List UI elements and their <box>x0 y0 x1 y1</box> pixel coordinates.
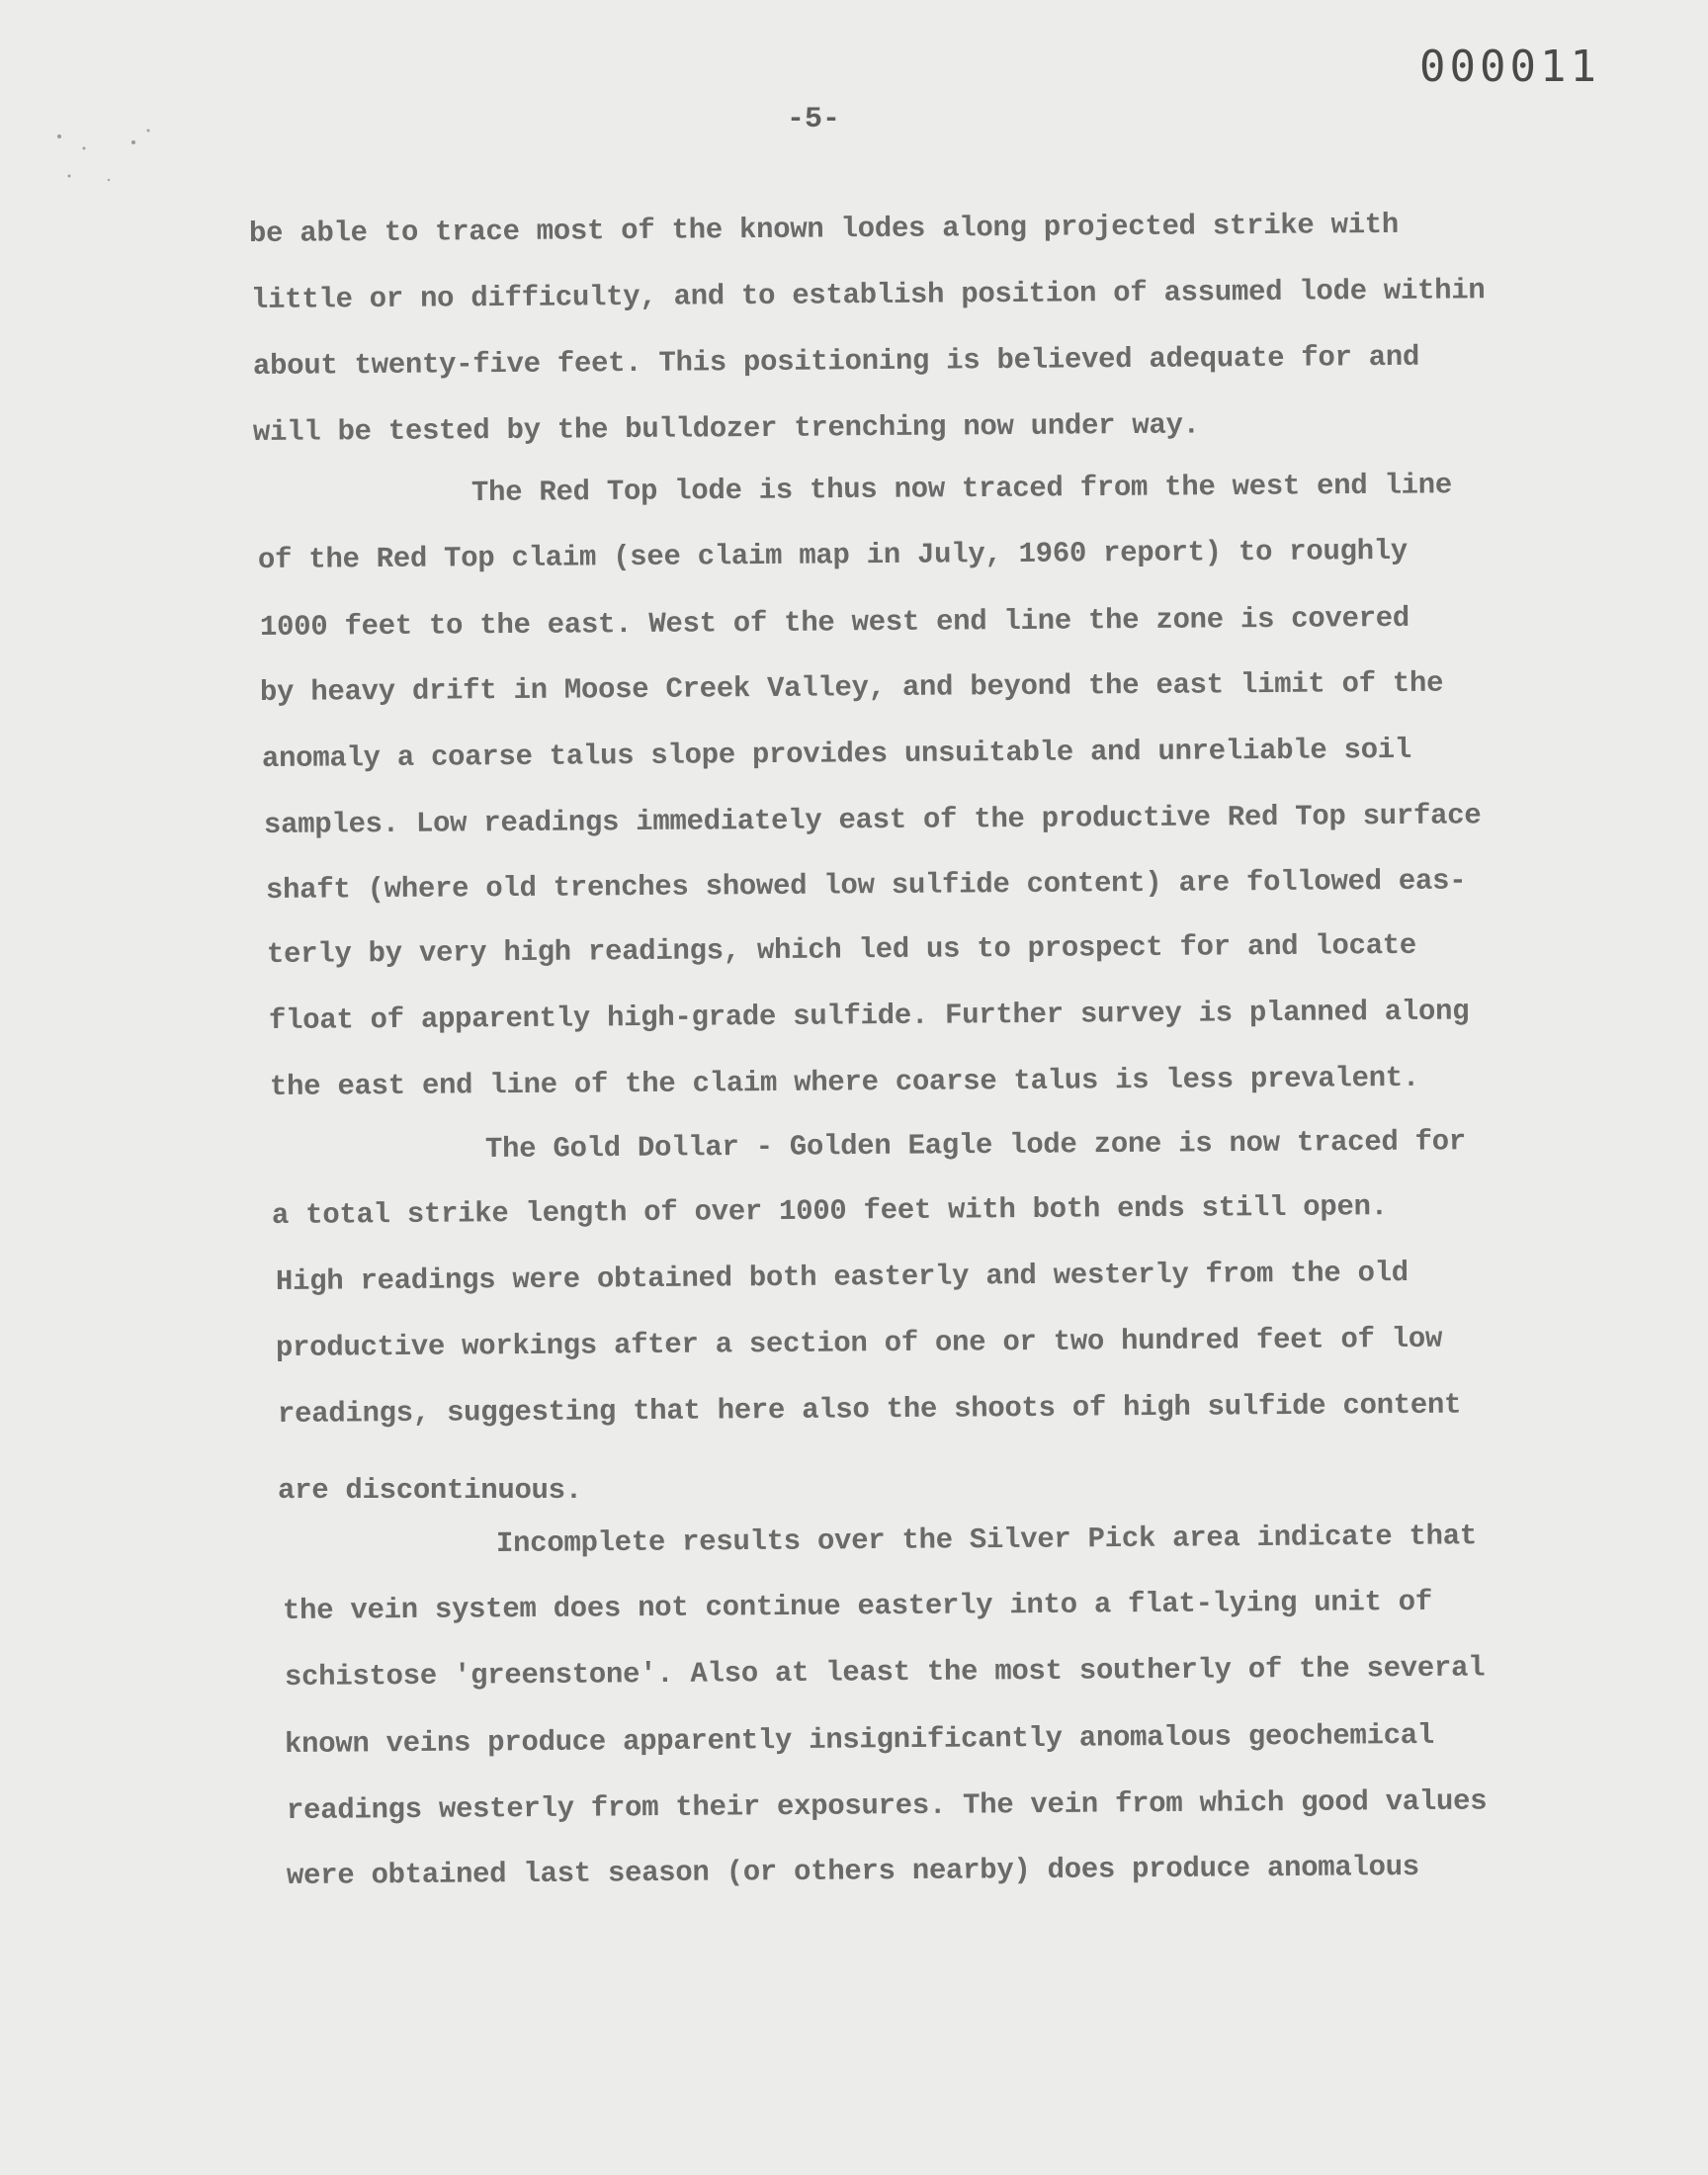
body-line: the east end line of the claim where coarse talus is less prevalent. <box>269 1061 1420 1103</box>
body-line: of the Red Top claim (see claim map in July, 1960 report) to roughly <box>257 534 1409 576</box>
body-line: samples. Low readings immediately east of the productive Red Top surface <box>263 799 1482 841</box>
body-line: be able to trace most of the known lodes along projected strike with <box>248 208 1400 250</box>
body-line: the vein system does not continue easterly into a flat-lying unit of <box>282 1585 1433 1627</box>
document-control-number: 000011 <box>1419 42 1600 92</box>
body-line: will be tested by the bulldozer trenching now under way. <box>252 408 1200 449</box>
body-line: 1000 feet to the east. West of the west end line the zone is covered <box>259 601 1410 644</box>
body-line: are discontinuous. <box>278 1474 582 1507</box>
body-line: little or no difficulty, and to establish position of assumed lode within <box>250 274 1486 316</box>
page-number: -5- <box>787 103 841 136</box>
body-line: float of apparently high-grade sulfide. Further survey is planned along <box>268 995 1470 1037</box>
body-line: anomaly a coarse talus slope provides unsuitable and unreliable soil <box>261 733 1412 775</box>
scan-speckle-marks <box>40 119 188 198</box>
body-line: were obtained last season (or others nearby) does produce anomalous <box>286 1851 1419 1892</box>
body-line: known veins produce apparently insignificantly anomalous geochemical <box>284 1718 1435 1761</box>
body-line: terly by very high readings, which led us to prospect for and locate <box>266 928 1417 971</box>
body-line: productive workings after a section of one or two hundred feet of low <box>275 1322 1443 1364</box>
body-line: a total strike length of over 1000 feet with both ends still open. <box>271 1190 1388 1232</box>
body-line: schistose 'greenstone'. Also at least the most southerly of the several <box>284 1651 1486 1694</box>
body-line: readings, suggesting that here also the shoots of high sulfide content <box>277 1388 1462 1431</box>
paragraph-first-line: The Gold Dollar - Golden Eagle lode zone is now traced for <box>484 1125 1467 1166</box>
body-line: by heavy drift in Moose Creek Valley, and beyond the east limit of the <box>259 666 1444 709</box>
body-line: shaft (where old trenches showed low sulfide content) are followed eas- <box>265 864 1467 907</box>
body-line: High readings were obtained both easterly and westerly from the old <box>275 1257 1409 1298</box>
body-line: about twenty-five feet. This positioning is believed adequate for and <box>252 340 1420 383</box>
paragraph-first-line: Incomplete results over the Silver Pick area indicate that <box>495 1520 1478 1560</box>
paragraph-first-line: The Red Top lode is thus now traced from the west end line <box>470 469 1453 509</box>
body-line: readings westerly from their exposures. The vein from which good values <box>286 1784 1488 1827</box>
